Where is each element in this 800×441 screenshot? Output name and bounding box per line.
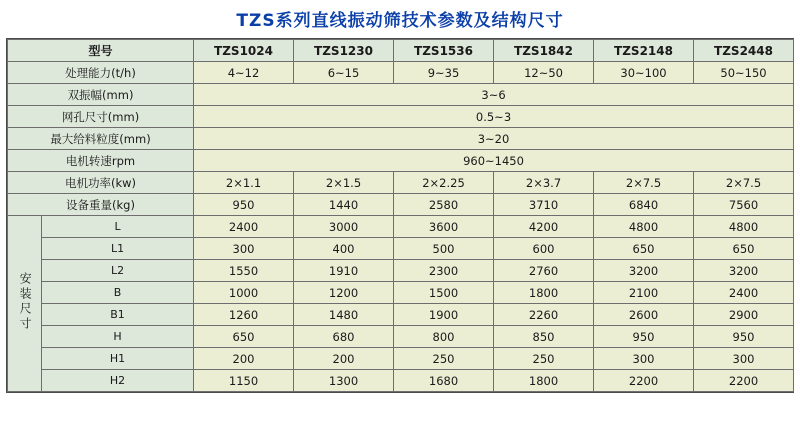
row-label: H1 [42, 348, 194, 370]
row-value-merged: 3~20 [194, 128, 794, 150]
row-value: 300 [694, 348, 794, 370]
row-label: H [42, 326, 194, 348]
row-value: 2×7.5 [594, 172, 694, 194]
row-value: 250 [494, 348, 594, 370]
group-label-install-dimensions [8, 216, 42, 392]
row-value: 3600 [394, 216, 494, 238]
header-model-2: TZS1536 [394, 40, 494, 62]
row-label: 最大给料粒度(mm) [8, 128, 194, 150]
row-value: 1550 [194, 260, 294, 282]
spec-table [7, 39, 794, 392]
row-value: 680 [294, 326, 394, 348]
header-model-5: TZS2448 [694, 40, 794, 62]
row-value: 2260 [494, 304, 594, 326]
table-row [8, 326, 794, 348]
row-value: 1800 [494, 282, 594, 304]
header-model-3: TZS1842 [494, 40, 594, 62]
row-value: 2×2.25 [394, 172, 494, 194]
row-value: 3710 [494, 194, 594, 216]
row-value: 1260 [194, 304, 294, 326]
row-value: 2760 [494, 260, 594, 282]
row-value: 4200 [494, 216, 594, 238]
row-value: 12~50 [494, 62, 594, 84]
row-value: 2400 [694, 282, 794, 304]
row-value: 650 [194, 326, 294, 348]
row-value: 2×3.7 [494, 172, 594, 194]
row-value: 650 [694, 238, 794, 260]
row-value: 1440 [294, 194, 394, 216]
table-row [8, 150, 794, 172]
row-value: 1910 [294, 260, 394, 282]
row-value: 1150 [194, 370, 294, 392]
row-value: 4800 [694, 216, 794, 238]
table-row [8, 62, 794, 84]
row-value: 50~150 [694, 62, 794, 84]
row-value: 1000 [194, 282, 294, 304]
row-value: 30~100 [594, 62, 694, 84]
row-value: 2400 [194, 216, 294, 238]
row-value: 2×1.5 [294, 172, 394, 194]
table-row [8, 348, 794, 370]
row-label: 电机转速rpm [8, 150, 194, 172]
row-value: 300 [594, 348, 694, 370]
row-label: H2 [42, 370, 194, 392]
row-value: 2200 [594, 370, 694, 392]
header-model-label: 型号 [8, 40, 194, 62]
row-value: 4~12 [194, 62, 294, 84]
row-label: B1 [42, 304, 194, 326]
table-row [8, 106, 794, 128]
row-value: 1900 [394, 304, 494, 326]
table-row [8, 172, 794, 194]
row-value: 500 [394, 238, 494, 260]
row-value: 1480 [294, 304, 394, 326]
row-value: 2×1.1 [194, 172, 294, 194]
row-value: 3000 [294, 216, 394, 238]
row-value: 6~15 [294, 62, 394, 84]
row-value-merged: 960~1450 [194, 150, 794, 172]
table-row [8, 194, 794, 216]
row-label: 电机功率(kw) [8, 172, 194, 194]
row-value: 6840 [594, 194, 694, 216]
table-row [8, 282, 794, 304]
table-row [8, 260, 794, 282]
row-value: 850 [494, 326, 594, 348]
row-value: 950 [694, 326, 794, 348]
row-value: 1300 [294, 370, 394, 392]
row-value: 2100 [594, 282, 694, 304]
row-value: 3200 [594, 260, 694, 282]
row-label: L1 [42, 238, 194, 260]
table-row [8, 84, 794, 106]
row-value: 2900 [694, 304, 794, 326]
spec-table-body [8, 40, 794, 392]
row-value: 650 [594, 238, 694, 260]
row-label: 网孔尺寸(mm) [8, 106, 194, 128]
row-value: 250 [394, 348, 494, 370]
header-model-4: TZS2148 [594, 40, 694, 62]
row-value: 4800 [594, 216, 694, 238]
row-label: 处理能力(t/h) [8, 62, 194, 84]
row-value: 400 [294, 238, 394, 260]
row-label: L2 [42, 260, 194, 282]
row-value: 1500 [394, 282, 494, 304]
page-title: TZS系列直线振动筛技术参数及结构尺寸 [236, 11, 564, 31]
row-value: 2580 [394, 194, 494, 216]
table-row [8, 304, 794, 326]
row-value: 9~35 [394, 62, 494, 84]
row-value: 7560 [694, 194, 794, 216]
row-value: 2600 [594, 304, 694, 326]
row-value: 1680 [394, 370, 494, 392]
row-value: 2200 [694, 370, 794, 392]
row-value: 1800 [494, 370, 594, 392]
table-row [8, 370, 794, 392]
row-label: 双振幅(mm) [8, 84, 194, 106]
row-value: 200 [194, 348, 294, 370]
row-value: 2300 [394, 260, 494, 282]
group-label-text: 安装尺寸 [18, 272, 33, 332]
row-value-merged: 3~6 [194, 84, 794, 106]
row-label: 设备重量(kg) [8, 194, 194, 216]
row-label: B [42, 282, 194, 304]
row-value: 200 [294, 348, 394, 370]
row-value: 800 [394, 326, 494, 348]
row-value: 300 [194, 238, 294, 260]
table-header-row [8, 40, 794, 62]
row-value: 3200 [694, 260, 794, 282]
table-row [8, 238, 794, 260]
row-value-merged: 0.5~3 [194, 106, 794, 128]
spec-table-container [6, 38, 794, 393]
table-row [8, 128, 794, 150]
row-value: 950 [194, 194, 294, 216]
row-value: 1200 [294, 282, 394, 304]
row-value: 2×7.5 [694, 172, 794, 194]
table-row [8, 216, 794, 238]
row-value: 600 [494, 238, 594, 260]
row-label: L [42, 216, 194, 238]
header-model-0: TZS1024 [194, 40, 294, 62]
header-model-1: TZS1230 [294, 40, 394, 62]
row-value: 950 [594, 326, 694, 348]
